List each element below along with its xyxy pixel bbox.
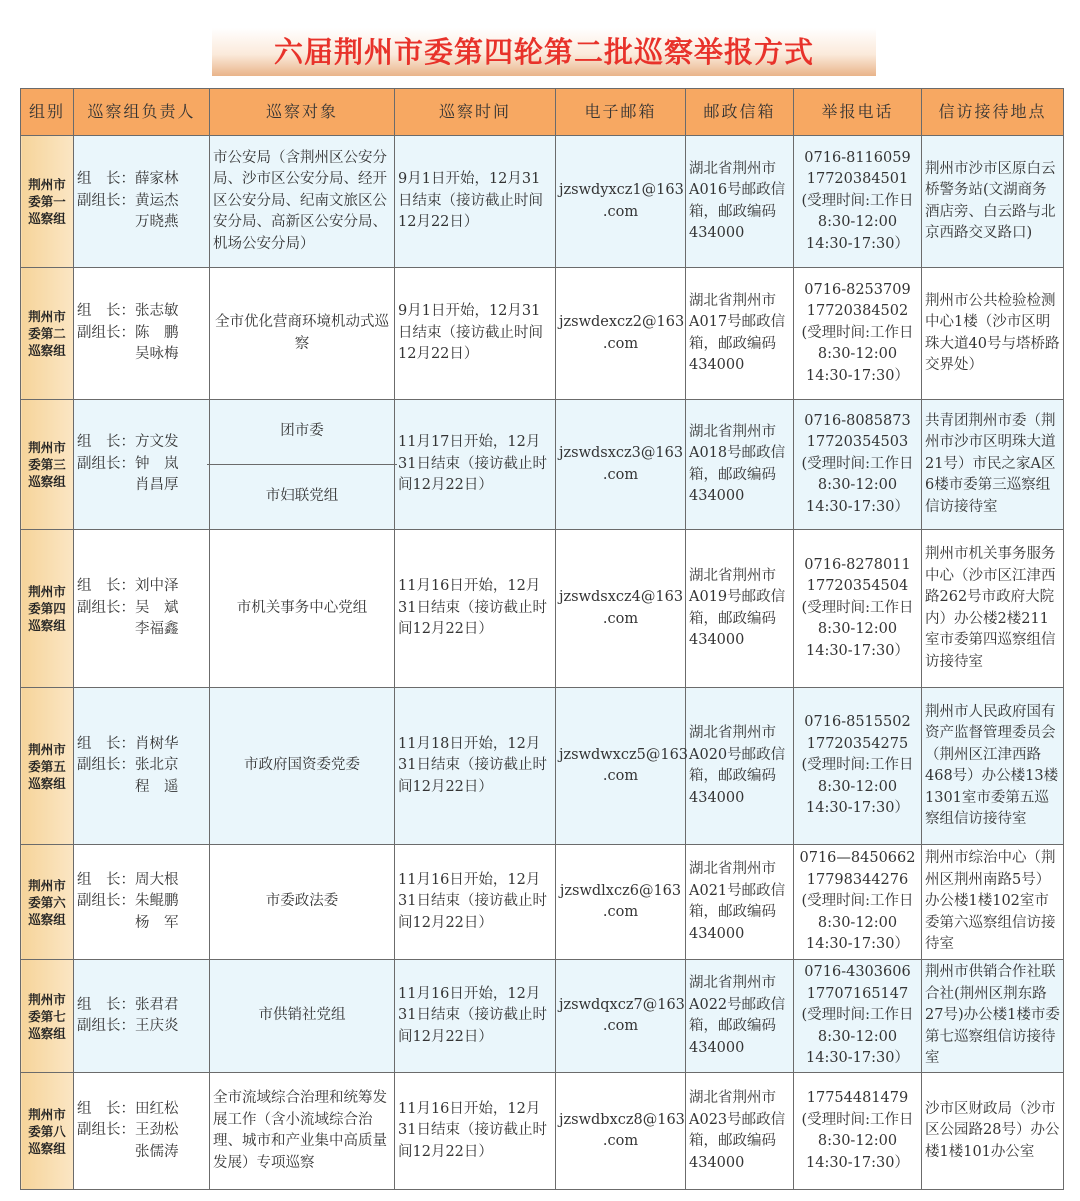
inspection-time: 9月1日开始，12月31日结束（接访截止时间12月22日） <box>395 136 556 268</box>
visit-address: 沙市区财政局（沙市区公园路28号）办公楼1楼101办公室 <box>922 1073 1064 1190</box>
inspection-target: 全市优化营商环境机动式巡察 <box>210 268 395 400</box>
title-banner <box>212 28 876 76</box>
report-phone: 0716-8278011 17720354504 (受理时间:工作日 8:30-12:00 14:30-17:30） <box>794 530 922 688</box>
postal-mailbox: 湖北省荆州市A017号邮政信箱，邮政编码434000 <box>686 268 794 400</box>
group-name: 荆州市 委第一 巡察组 <box>21 136 74 268</box>
report-email: jzswdsxcz4@163 .com <box>556 530 686 688</box>
header-address: 信访接待地点 <box>922 89 1064 136</box>
postal-mailbox: 湖北省荆州市A019号邮政信箱，邮政编码434000 <box>686 530 794 688</box>
inspection-time: 11月16日开始，12月31日结束（接访截止时间12月22日） <box>395 960 556 1073</box>
header-phone: 举报电话 <box>794 89 922 136</box>
report-email: jzswdsxcz3@163 .com <box>556 400 686 530</box>
header-targets: 巡察对象 <box>210 89 395 136</box>
visit-address: 共青团荆州市委（荆州市沙市区明珠大道21号）市民之家A区6楼市委第三巡察组信访接待室 <box>922 400 1064 530</box>
group-name: 荆州市 委第六 巡察组 <box>21 845 74 960</box>
visit-address: 荆州市公共检验检测中心1楼（沙市区明珠大道40号与塔桥路交界处） <box>922 268 1064 400</box>
inspection-target: 市机关事务中心党组 <box>210 530 395 688</box>
report-phone: 0716-8085873 17720354503 (受理时间:工作日 8:30-12:00 14:30-17:30） <box>794 400 922 530</box>
header-group: 组别 <box>21 89 74 136</box>
inspection-target: 市委政法委 <box>210 845 395 960</box>
split-targets <box>207 400 397 529</box>
report-email: jzswdqxcz7@163 .com <box>556 960 686 1073</box>
inspection-target: 市供销社党组 <box>210 960 395 1073</box>
group-name: 荆州市 委第八 巡察组 <box>21 1073 74 1190</box>
group-name: 荆州市 委第四 巡察组 <box>21 530 74 688</box>
table-row <box>21 845 1064 960</box>
table-row <box>21 400 1064 530</box>
group-leaders: 组 长：张君君 副组长：王庆炎 <box>74 960 210 1073</box>
header-time: 巡察时间 <box>395 89 556 136</box>
report-phone: 0716—8450662 17798344276 (受理时间:工作日 8:30-12:00 14:30-17:30） <box>794 845 922 960</box>
visit-address: 荆州市综治中心（荆州区荆州南路5号）办公楼1楼102室市委第六巡察组信访接待室 <box>922 845 1064 960</box>
group-leaders: 组 长：肖树华 副组长：张北京 程 遥 <box>74 688 210 845</box>
table-row <box>21 960 1064 1073</box>
group-name: 荆州市 委第三 巡察组 <box>21 400 74 530</box>
table-header-row <box>21 89 1064 136</box>
table-row <box>21 136 1064 268</box>
group-leaders: 组 长：薛家林 副组长：黄运杰 万晓燕 <box>74 136 210 268</box>
inspection-target: 市妇联党组 <box>265 488 339 505</box>
inspection-targets <box>210 400 395 530</box>
table-row <box>21 688 1064 845</box>
visit-address: 荆州市人民政府国有资产监督管理委员会（荆州区江津西路468号）办公楼13楼1301室市委第五巡察组信访接待室 <box>922 688 1064 845</box>
inspection-target: 团市委 <box>207 400 397 465</box>
postal-mailbox: 湖北省荆州市A023号邮政信箱，邮政编码434000 <box>686 1073 794 1190</box>
inspection-target: 市政府国资委党委 <box>210 688 395 845</box>
report-phone: 0716-8253709 17720384502 (受理时间:工作日 8:30-12:00 14:30-17:30） <box>794 268 922 400</box>
report-email: jzswdwxcz5@163 .com <box>556 688 686 845</box>
group-leaders: 组 长：张志敏 副组长：陈 鹏 吴咏梅 <box>74 268 210 400</box>
header-email: 电子邮箱 <box>556 89 686 136</box>
inspection-time: 11月18日开始，12月31日结束（接访截止时间12月22日） <box>395 688 556 845</box>
header-leaders: 巡察组负责人 <box>74 89 210 136</box>
group-leaders: 组 长：周大根 副组长：朱鲲鹏 杨 军 <box>74 845 210 960</box>
postal-mailbox: 湖北省荆州市A020号邮政信箱，邮政编码434000 <box>686 688 794 845</box>
group-name: 荆州市 委第二 巡察组 <box>21 268 74 400</box>
group-name: 荆州市 委第五 巡察组 <box>21 688 74 845</box>
report-phone: 17754481479 (受理时间:工作日 8:30-12:00 14:30-17:30） <box>794 1073 922 1190</box>
header-mailbox: 邮政信箱 <box>686 89 794 136</box>
report-email: jzswdexcz2@163 .com <box>556 268 686 400</box>
group-leaders: 组 长：田红松 副组长：王劲松 张儒涛 <box>74 1073 210 1190</box>
inspection-target: 市公安局（含荆州区公安分局、沙市区公安分局、经开区公安分局、纪南文旅区公安分局、高新区公安分局、机场公安分局） <box>210 136 395 268</box>
inspection-time: 11月16日开始，12月31日结束（接访截止时间12月22日） <box>395 530 556 688</box>
inspection-time: 11月17日开始，12月31日结束（接访截止时间12月22日） <box>395 400 556 530</box>
table-row <box>21 1073 1064 1190</box>
postal-mailbox: 湖北省荆州市A018号邮政信箱，邮政编码434000 <box>686 400 794 530</box>
visit-address: 荆州市机关事务服务中心（沙市区江津西路262号市政府大院内）办公楼2楼211室市委第四巡察组信访接待室 <box>922 530 1064 688</box>
postal-mailbox: 湖北省荆州市A021号邮政信箱，邮政编码434000 <box>686 845 794 960</box>
table-row <box>21 268 1064 400</box>
report-phone: 0716-8515502 17720354275 (受理时间:工作日 8:30-12:00 14:30-17:30） <box>794 688 922 845</box>
visit-address: 荆州市供销合作社联合社(荆州区荆东路27号)办公楼1楼市委第七巡察组信访接待室 <box>922 960 1064 1073</box>
inspection-time: 9月1日开始，12月31日结束（接访截止时间12月22日） <box>395 268 556 400</box>
report-contact-table <box>20 88 1064 1190</box>
report-email: jzswdlxcz6@163 .com <box>556 845 686 960</box>
report-phone: 0716-8116059 17720384501 (受理时间:工作日 8:30-12:00 14:30-17:30） <box>794 136 922 268</box>
report-email: jzswdyxcz1@163 .com <box>556 136 686 268</box>
page-title: 六届荆州市委第四轮第二批巡察举报方式 <box>273 35 814 69</box>
inspection-time: 11月16日开始，12月31日结束（接访截止时间12月22日） <box>395 845 556 960</box>
group-leaders: 组 长：方文发 副组长：钟 岚 肖昌厚 <box>74 400 210 530</box>
postal-mailbox: 湖北省荆州市A016号邮政信箱，邮政编码434000 <box>686 136 794 268</box>
inspection-target: 全市流域综合治理和统筹发展工作（含小流域综合治理、城市和产业集中高质量发展）专项巡察 <box>210 1073 395 1190</box>
group-name: 荆州市 委第七 巡察组 <box>21 960 74 1073</box>
inspection-time: 11月16日开始，12月31日结束（接访截止时间12月22日） <box>395 1073 556 1190</box>
visit-address: 荆州市沙市区原白云桥警务站(文湖商务酒店旁、白云路与北京西路交叉路口) <box>922 136 1064 268</box>
report-email: jzswdbxcz8@163 .com <box>556 1073 686 1190</box>
postal-mailbox: 湖北省荆州市A022号邮政信箱，邮政编码434000 <box>686 960 794 1073</box>
report-phone: 0716-4303606 17707165147 (受理时间:工作日 8:30-12:00 14:30-17:30） <box>794 960 922 1073</box>
group-leaders: 组 长：刘中泽 副组长：吴 斌 李福鑫 <box>74 530 210 688</box>
table-row <box>21 530 1064 688</box>
